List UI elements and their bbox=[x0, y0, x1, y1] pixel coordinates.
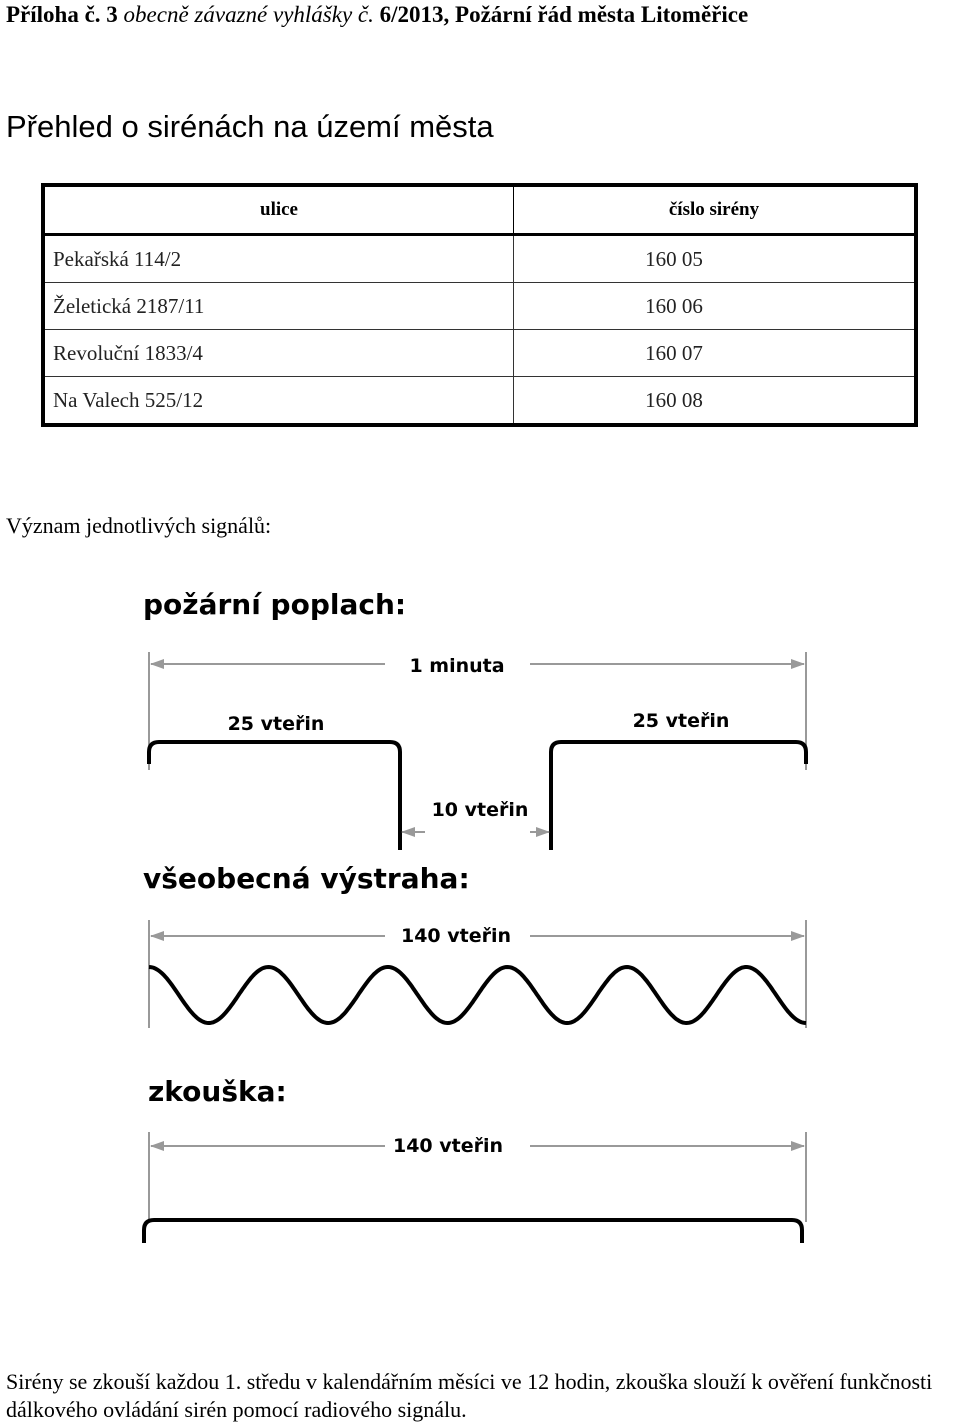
header-italic: obecně závazné vyhlášky č. bbox=[123, 2, 374, 27]
general-warning-waveform bbox=[149, 967, 806, 1023]
fire-alarm-total-label: 1 minuta bbox=[409, 655, 505, 677]
siren-number-cell: 160 07 bbox=[514, 330, 917, 377]
test-waveform bbox=[144, 1220, 802, 1243]
fire-alarm-on1-label: 25 vteřin bbox=[227, 713, 325, 735]
table-row bbox=[43, 235, 916, 283]
table-row bbox=[43, 330, 916, 377]
general-warning-duration-label: 140 vteřin bbox=[400, 925, 512, 947]
fire-alarm-title: požární poplach: bbox=[143, 588, 407, 621]
street-cell: Pekařská 114/2 bbox=[43, 235, 514, 283]
header-prefix: Příloha č. 3 bbox=[6, 2, 124, 27]
street-cell: Na Valech 525/12 bbox=[43, 377, 514, 426]
test-duration-label: 140 vteřin bbox=[392, 1135, 504, 1157]
test-title: zkouška: bbox=[148, 1075, 287, 1108]
column-header-street: ulice bbox=[43, 185, 514, 235]
fire-alarm-on2-label: 25 vteřin bbox=[632, 710, 730, 732]
signals-heading: Význam jednotlivých signálů: bbox=[6, 513, 272, 538]
general-warning-title: všeobecná výstraha: bbox=[143, 862, 470, 895]
fire-alarm-waveform bbox=[149, 742, 806, 850]
column-header-siren-number: číslo sirény bbox=[514, 185, 917, 235]
header-suffix: 6/2013, Požární řád města Litoměřice bbox=[373, 2, 749, 27]
page-title: Přehled o sirénách na území města bbox=[6, 109, 494, 144]
siren-number-cell: 160 06 bbox=[514, 283, 917, 330]
document-header bbox=[6, 0, 748, 30]
table-header-row bbox=[43, 185, 916, 235]
street-cell: Želetická 2187/11 bbox=[43, 283, 514, 330]
siren-number-cell: 160 08 bbox=[514, 377, 917, 426]
street-cell: Revoluční 1833/4 bbox=[43, 330, 514, 377]
sirens-table bbox=[41, 183, 918, 427]
fire-alarm-pause-label: 10 vteřin bbox=[431, 799, 529, 821]
table-row bbox=[43, 377, 916, 426]
siren-number-cell: 160 05 bbox=[514, 235, 917, 283]
footer-note: Sirény se zkouší každou 1. středu v kalendářním měsíci ve 12 hodin, zkouška slouží k ověření funkčnosti dálkového ovládání sirén pomocí radiového signálu. bbox=[6, 1369, 933, 1422]
table-row bbox=[43, 283, 916, 330]
signals-diagram bbox=[0, 570, 960, 1270]
